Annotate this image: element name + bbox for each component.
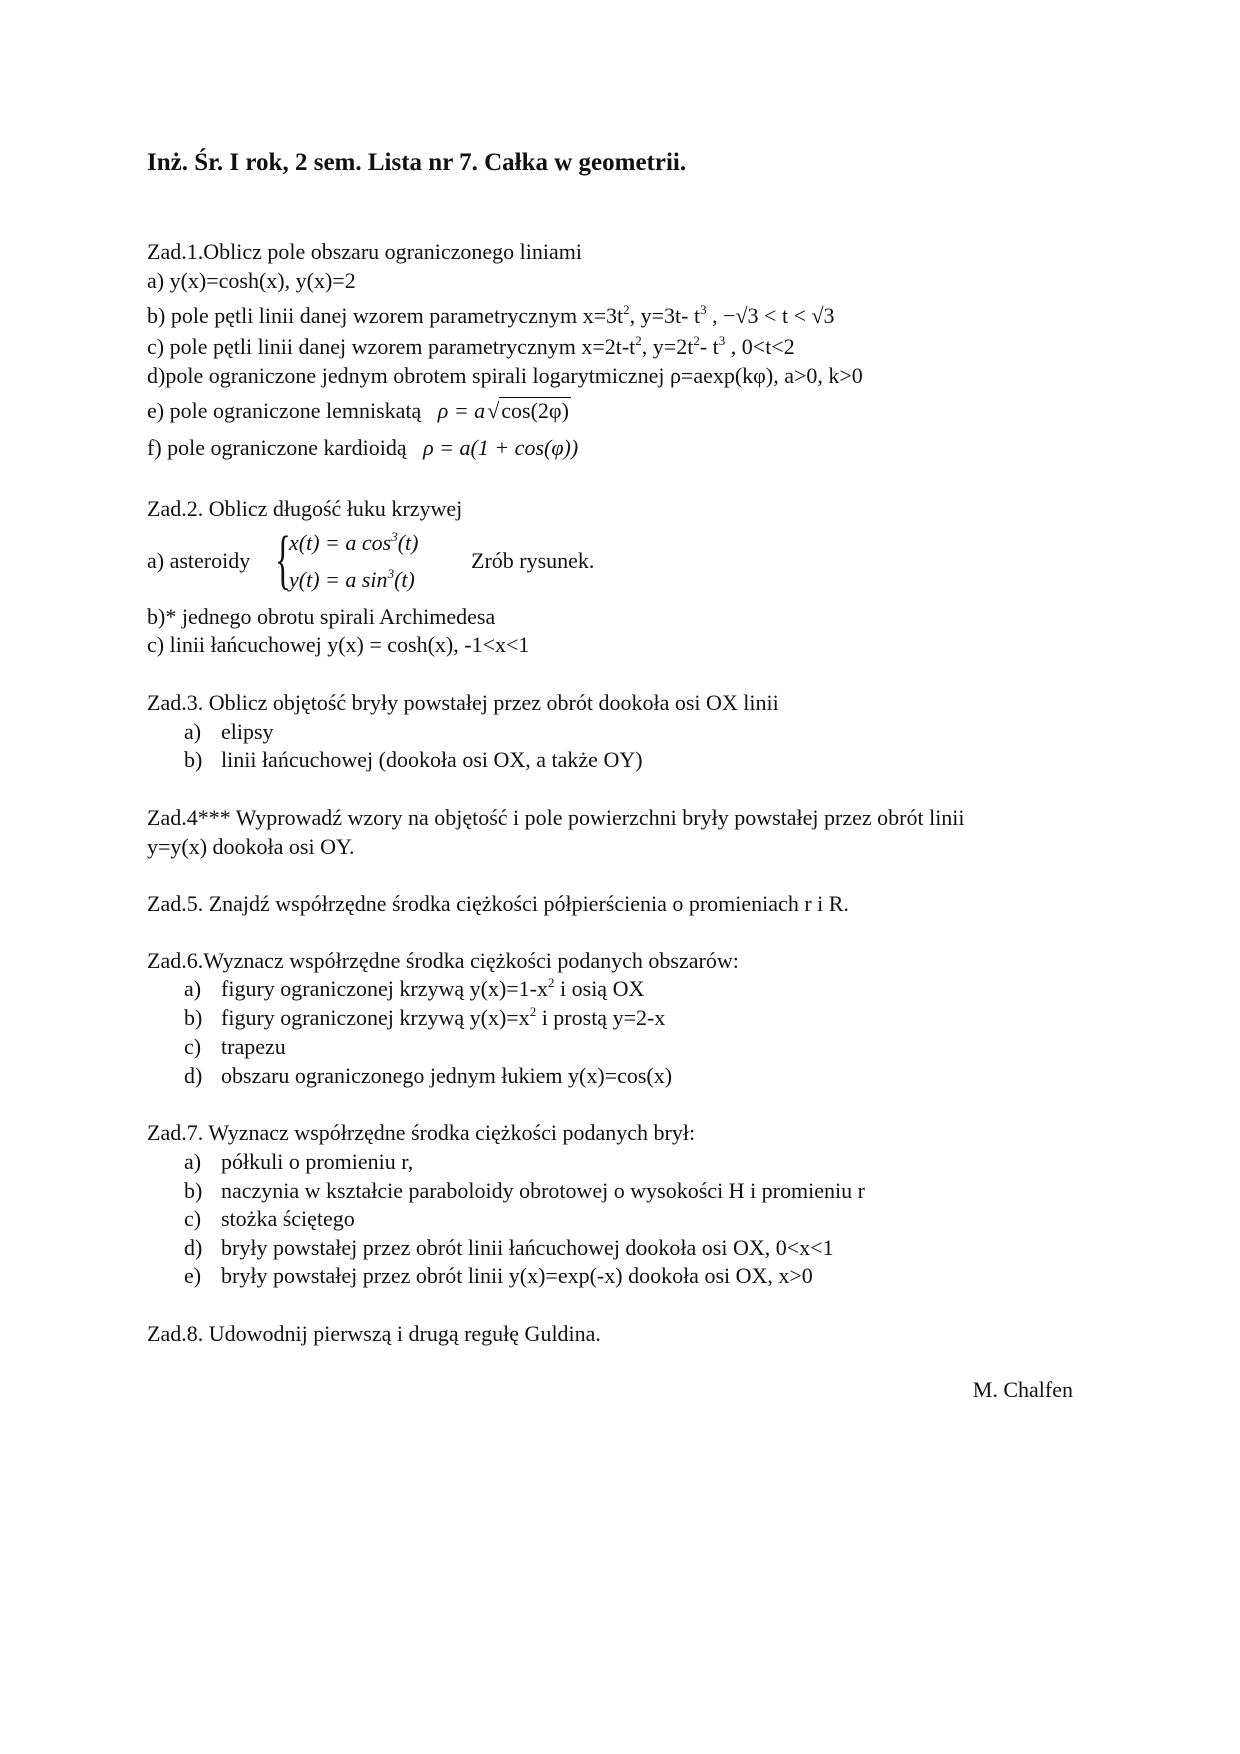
task-7a <box>184 1148 413 1176</box>
text: , y=2t <box>641 334 694 359</box>
formula: ρ = a(1 + cos(φ)) <box>423 435 579 460</box>
text: figury ograniczonej krzywą y(x)=x <box>221 1005 530 1030</box>
text: figury ograniczonej krzywą y(x)=1-x <box>221 976 549 1001</box>
task-4-line1: Zad.4*** Wyprowadź wzory na objętość i pole powierzchni bryły powstałej przez obrót linii <box>147 805 965 830</box>
task-1c <box>147 333 795 361</box>
author-signature: M. Chalfen <box>972 1377 1073 1402</box>
task-1d: d)pole ograniczone jednym obrotem spirali logarytmicznej ρ=aexp(kφ), a>0, k>0 <box>147 363 863 388</box>
exponent: 2 <box>529 1004 537 1019</box>
label: c) <box>184 1206 202 1231</box>
equation-x <box>289 530 418 556</box>
exponent: 3 <box>700 302 707 317</box>
radicand: cos(2φ) <box>501 398 569 423</box>
task-1-heading: Zad.1.Oblicz pole obszaru ograniczonego liniami <box>147 239 582 264</box>
text: (t) <box>397 530 419 555</box>
task-7d <box>184 1234 834 1262</box>
task-6b <box>184 1004 665 1032</box>
task-6-heading: Zad.6.Wyznacz współrzędne środka ciężkości podanych obszarów: <box>147 948 739 973</box>
text: półkuli o promieniu r, <box>221 1149 414 1174</box>
label: d) <box>184 1063 203 1088</box>
text: e) pole ograniczone lemniskatą <box>147 398 422 423</box>
task-2-heading: Zad.2. Oblicz długość łuku krzywej <box>147 496 463 521</box>
label: a) <box>184 976 202 1001</box>
text: b) pole pętli linii danej wzorem parametrycznym x=3t <box>147 303 624 328</box>
task-4-line2: y=y(x) dookoła osi OY. <box>147 834 355 859</box>
task-1b <box>147 302 835 330</box>
task-1f <box>147 434 578 462</box>
text: naczynia w kształcie paraboloidy obrotowej o wysokości H i promieniu r <box>221 1178 865 1203</box>
label: b) <box>184 1178 203 1203</box>
label: c) <box>184 1034 202 1059</box>
text: trapezu <box>221 1034 286 1059</box>
text: bryły powstałej przez obrót linii łańcuchowej dookoła osi OX, 0<x<1 <box>221 1235 834 1260</box>
equation-y <box>289 567 415 593</box>
task-5: Zad.5. Znajdź współrzędne środka ciężkości półpierścienia o promieniach r i R. <box>147 891 849 916</box>
label: b) <box>184 1005 203 1030</box>
exponent: 3 <box>718 333 726 348</box>
task-7-heading: Zad.7. Wyznacz współrzędne środka ciężkości podanych brył: <box>147 1120 696 1145</box>
exponent: 2 <box>635 333 642 348</box>
sqrt-sign: √ <box>487 398 500 423</box>
text: , y=3t- t <box>629 303 701 328</box>
exponent: 2 <box>548 975 555 990</box>
task-1e <box>147 397 571 425</box>
text: (t) <box>394 567 415 592</box>
exponent: 3 <box>391 529 398 544</box>
label: a) <box>184 1149 202 1174</box>
task-7b <box>184 1177 865 1205</box>
task-7c <box>184 1205 355 1233</box>
task-6c <box>184 1033 286 1061</box>
task-3b <box>184 746 643 774</box>
brace-icon: { <box>275 523 291 596</box>
text: linii łańcuchowej (dookoła osi OX, a także OY) <box>221 747 643 772</box>
exponent: 2 <box>693 333 700 348</box>
text: f) pole ograniczone kardioidą <box>147 435 407 460</box>
text: c) pole pętli linii danej wzorem parametrycznym x=2t-t <box>147 334 636 359</box>
task-3a <box>184 718 274 746</box>
text: - t <box>699 334 719 359</box>
task-1a: a) y(x)=cosh(x), y(x)=2 <box>147 268 356 293</box>
text: i prostą y=2-x <box>536 1005 666 1030</box>
exponent: 2 <box>623 302 630 317</box>
label: e) <box>184 1263 202 1288</box>
task-3-heading: Zad.3. Oblicz objętość bryły powstałej przez obrót dookoła osi OX linii <box>147 690 779 715</box>
text: , −√3 < t < √3 <box>706 303 835 328</box>
text: bryły powstałej przez obrót linii y(x)=exp(-x) dookoła osi OX, x>0 <box>221 1263 813 1288</box>
task-2a-note: Zrób rysunek. <box>471 548 595 573</box>
task-2a-label: a) asteroidy <box>147 548 251 573</box>
text: , 0<t<2 <box>725 334 795 359</box>
text: x(t) = a cos <box>289 530 392 555</box>
task-2c: c) linii łańcuchowej y(x) = cosh(x), -1<x<1 <box>147 632 530 657</box>
task-2b: b)* jednego obrotu spirali Archimedesa <box>147 604 496 629</box>
text: elipsy <box>221 719 274 744</box>
text: y(t) = a sin <box>289 567 388 592</box>
task-8: Zad.8. Udowodnij pierwszą i drugą regułę Guldina. <box>147 1321 601 1346</box>
label: a) <box>184 719 202 744</box>
text: stożka ściętego <box>221 1206 355 1231</box>
label: b) <box>184 747 203 772</box>
label: d) <box>184 1235 203 1260</box>
exponent: 3 <box>387 566 395 581</box>
task-6a <box>184 975 644 1003</box>
task-7e <box>184 1262 813 1290</box>
text: obszaru ograniczonego jednym łukiem y(x)=cos(x) <box>221 1063 673 1088</box>
task-6d <box>184 1062 672 1090</box>
formula: ρ = a <box>437 398 486 423</box>
document-title: Inż. Śr. I rok, 2 sem. Lista nr 7. Całka w geometrii. <box>147 149 687 176</box>
text: i osią OX <box>554 976 645 1001</box>
